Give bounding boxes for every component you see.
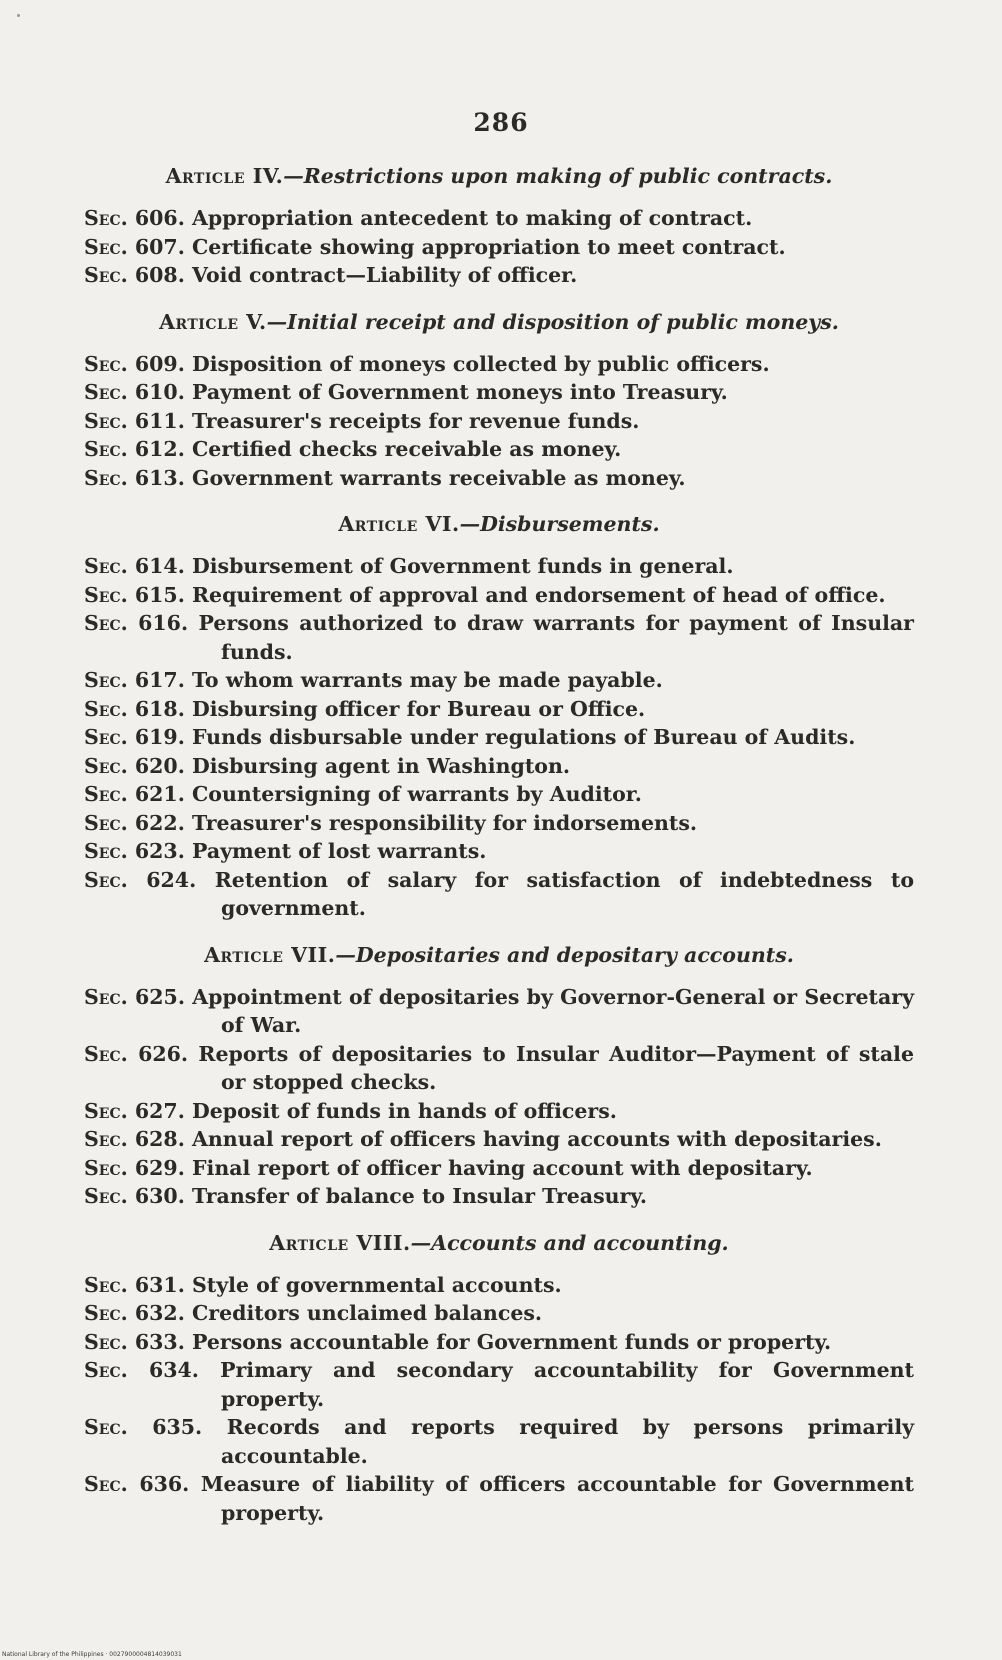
article-label: Article IV. bbox=[165, 164, 284, 188]
section-title: Reports of depositaries to Insular Auditor—Payment of stale or stopped checks. bbox=[198, 1041, 915, 1094]
section-number: 611. bbox=[134, 408, 185, 433]
section-entry bbox=[84, 723, 914, 752]
section-number: 632. bbox=[134, 1301, 185, 1325]
section-number: 612. bbox=[134, 437, 185, 461]
section-list bbox=[84, 1271, 914, 1528]
section-entry bbox=[84, 1328, 914, 1357]
section-list bbox=[84, 552, 914, 923]
section-entry bbox=[84, 552, 914, 581]
section-entry bbox=[84, 204, 914, 233]
section-entry bbox=[84, 464, 914, 493]
section-title: Treasurer's receipts for revenue funds. bbox=[191, 408, 640, 433]
section-title: Measure of liability of officers accountable for Government property. bbox=[200, 1472, 914, 1525]
section-abbr: Sec. bbox=[84, 1272, 128, 1297]
article-heading bbox=[84, 308, 914, 336]
article-block bbox=[84, 162, 914, 290]
section-abbr: Sec. bbox=[84, 611, 128, 635]
section-title: Persons authorized to draw warrants for payment of Insular funds. bbox=[198, 611, 914, 664]
section-entry bbox=[84, 1271, 914, 1300]
section-abbr: Sec. bbox=[84, 263, 128, 287]
section-abbr: Sec. bbox=[84, 1041, 128, 1066]
section-title: Disposition of moneys collected by public officers. bbox=[191, 351, 770, 376]
section-abbr: Sec. bbox=[84, 1098, 128, 1123]
section-number: 607. bbox=[134, 234, 185, 259]
section-title: Countersigning of warrants by Auditor. bbox=[191, 782, 642, 806]
section-abbr: Sec. bbox=[84, 1301, 128, 1325]
section-entry bbox=[84, 1470, 914, 1527]
article-heading bbox=[84, 162, 914, 190]
section-title: Certified checks receivable as money. bbox=[191, 437, 622, 461]
section-abbr: Sec. bbox=[84, 554, 128, 578]
table-of-contents bbox=[84, 162, 914, 1545]
section-entry bbox=[84, 837, 914, 866]
section-number: 620. bbox=[134, 753, 185, 778]
section-title: Deposit of funds in hands of officers. bbox=[191, 1098, 617, 1123]
section-number: 615. bbox=[134, 582, 185, 607]
section-entry bbox=[84, 695, 914, 724]
section-number: 608. bbox=[134, 263, 185, 287]
article-title: —Restrictions upon making of public contracts. bbox=[283, 164, 833, 188]
article-heading bbox=[84, 510, 914, 538]
section-title: Transfer of balance to Insular Treasury. bbox=[191, 1184, 648, 1208]
section-number: 631. bbox=[134, 1272, 185, 1297]
section-abbr: Sec. bbox=[84, 408, 128, 433]
article-label: Article VIII. bbox=[269, 1230, 411, 1255]
article-title: —Disbursements. bbox=[459, 512, 660, 536]
section-entry bbox=[84, 378, 914, 407]
section-title: To whom warrants may be made payable. bbox=[191, 668, 663, 692]
page-number: 286 bbox=[473, 108, 529, 137]
section-title: Final report of officer having account with depositary. bbox=[191, 1155, 813, 1180]
section-entry bbox=[84, 1413, 914, 1470]
section-abbr: Sec. bbox=[84, 839, 128, 863]
section-abbr: Sec. bbox=[84, 380, 128, 404]
section-title: Disbursing officer for Bureau or Office. bbox=[191, 696, 646, 721]
section-abbr: Sec. bbox=[84, 984, 128, 1009]
section-abbr: Sec. bbox=[84, 810, 128, 835]
section-entry bbox=[84, 1154, 914, 1183]
section-abbr: Sec. bbox=[84, 1127, 128, 1151]
section-title: Disbursement of Government funds in general. bbox=[191, 554, 734, 578]
section-entry bbox=[84, 1182, 914, 1211]
section-title: Primary and secondary accountability for Government property. bbox=[220, 1358, 914, 1411]
section-entry bbox=[84, 581, 914, 610]
section-number: 628. bbox=[134, 1127, 185, 1151]
section-title: Government warrants receivable as money. bbox=[191, 465, 686, 490]
article-title: —Accounts and accounting. bbox=[410, 1230, 729, 1255]
section-entry bbox=[84, 666, 914, 695]
section-list bbox=[84, 204, 914, 290]
section-number: 625. bbox=[135, 984, 185, 1009]
section-abbr: Sec. bbox=[84, 437, 128, 461]
article-label: Article VII. bbox=[204, 942, 336, 967]
section-entry bbox=[84, 1040, 914, 1097]
section-entry bbox=[84, 261, 914, 290]
section-abbr: Sec. bbox=[84, 1472, 128, 1496]
section-number: 636. bbox=[139, 1472, 190, 1496]
section-number: 619. bbox=[134, 725, 185, 749]
section-number: 609. bbox=[134, 351, 185, 376]
section-title: Treasurer's responsibility for indorsements. bbox=[191, 810, 698, 835]
section-abbr: Sec. bbox=[84, 867, 128, 892]
article-label: Article V. bbox=[159, 309, 267, 334]
section-entry bbox=[84, 780, 914, 809]
section-abbr: Sec. bbox=[84, 753, 128, 778]
section-abbr: Sec. bbox=[84, 668, 128, 692]
section-number: 630. bbox=[134, 1184, 185, 1208]
section-number: 610. bbox=[134, 380, 185, 404]
section-number: 618. bbox=[134, 696, 185, 721]
article-title: —Depositaries and depositary accounts. bbox=[335, 942, 794, 967]
section-number: 617. bbox=[134, 668, 185, 692]
section-title: Payment of lost warrants. bbox=[191, 839, 487, 863]
section-entry bbox=[84, 752, 914, 781]
section-title: Records and reports required by persons primarily accountable. bbox=[221, 1415, 915, 1468]
section-title: Creditors unclaimed balances. bbox=[191, 1301, 543, 1325]
section-abbr: Sec. bbox=[84, 1415, 128, 1439]
section-entry bbox=[84, 1097, 914, 1126]
section-abbr: Sec. bbox=[84, 725, 128, 749]
section-entry bbox=[84, 407, 914, 436]
scan-speck bbox=[17, 14, 20, 17]
section-number: 635. bbox=[152, 1415, 203, 1439]
section-entry bbox=[84, 233, 914, 262]
section-abbr: Sec. bbox=[84, 206, 128, 230]
section-title: Payment of Government moneys into Treasury. bbox=[191, 380, 728, 404]
section-number: 613. bbox=[134, 465, 185, 490]
section-title: Appointment of depositaries by Governor-General or Secretary of War. bbox=[192, 984, 914, 1037]
section-entry bbox=[84, 1299, 914, 1328]
section-entry bbox=[84, 1356, 914, 1413]
article-title: —Initial receipt and disposition of public moneys. bbox=[266, 309, 839, 334]
section-number: 614. bbox=[134, 554, 185, 578]
section-number: 633. bbox=[134, 1329, 185, 1354]
section-number: 629. bbox=[134, 1155, 185, 1180]
section-number: 621. bbox=[134, 782, 185, 806]
article-block bbox=[84, 1229, 914, 1528]
section-entry bbox=[84, 866, 914, 923]
section-number: 606. bbox=[134, 206, 185, 230]
section-entry bbox=[84, 435, 914, 464]
section-number: 634. bbox=[148, 1358, 199, 1382]
section-title: Retention of salary for satisfaction of indebtedness to government. bbox=[214, 867, 914, 920]
section-abbr: Sec. bbox=[84, 465, 128, 490]
section-list bbox=[84, 350, 914, 493]
section-title: Requirement of approval and endorsement of head of office. bbox=[191, 582, 886, 607]
article-label: Article VI. bbox=[338, 512, 460, 536]
section-title: Annual report of officers having accounts with depositaries. bbox=[191, 1127, 882, 1151]
section-title: Persons accountable for Government funds or property. bbox=[191, 1329, 832, 1354]
section-list bbox=[84, 983, 914, 1211]
section-title: Style of governmental accounts. bbox=[191, 1272, 562, 1297]
article-block bbox=[84, 941, 914, 1211]
section-title: Disbursing agent in Washington. bbox=[191, 753, 571, 778]
article-block bbox=[84, 510, 914, 923]
section-number: 616. bbox=[138, 611, 189, 635]
section-title: Void contract—Liability of officer. bbox=[191, 263, 578, 287]
section-abbr: Sec. bbox=[84, 1184, 128, 1208]
section-entry bbox=[84, 609, 914, 666]
article-heading bbox=[84, 941, 914, 969]
section-number: 622. bbox=[134, 810, 185, 835]
section-abbr: Sec. bbox=[84, 1329, 128, 1354]
section-entry bbox=[84, 1125, 914, 1154]
section-title: Funds disbursable under regulations of Bureau of Audits. bbox=[191, 725, 856, 749]
section-entry bbox=[84, 983, 914, 1040]
section-abbr: Sec. bbox=[84, 351, 128, 376]
section-title: Appropriation antecedent to making of contract. bbox=[191, 206, 753, 230]
section-abbr: Sec. bbox=[84, 782, 128, 806]
section-number: 623. bbox=[134, 839, 185, 863]
library-stamp: National Library of the Philippines · 0027900004814039031 bbox=[2, 1651, 182, 1658]
section-number: 624. bbox=[146, 867, 197, 892]
section-entry bbox=[84, 809, 914, 838]
article-block bbox=[84, 308, 914, 493]
section-abbr: Sec. bbox=[84, 582, 128, 607]
section-number: 627. bbox=[134, 1098, 185, 1123]
section-abbr: Sec. bbox=[84, 696, 128, 721]
section-abbr: Sec. bbox=[84, 1155, 128, 1180]
section-entry bbox=[84, 350, 914, 379]
section-title: Certificate showing appropriation to meet contract. bbox=[191, 234, 786, 259]
section-abbr: Sec. bbox=[84, 234, 128, 259]
section-abbr: Sec. bbox=[84, 1358, 128, 1382]
section-number: 626. bbox=[138, 1041, 189, 1066]
article-heading bbox=[84, 1229, 914, 1257]
